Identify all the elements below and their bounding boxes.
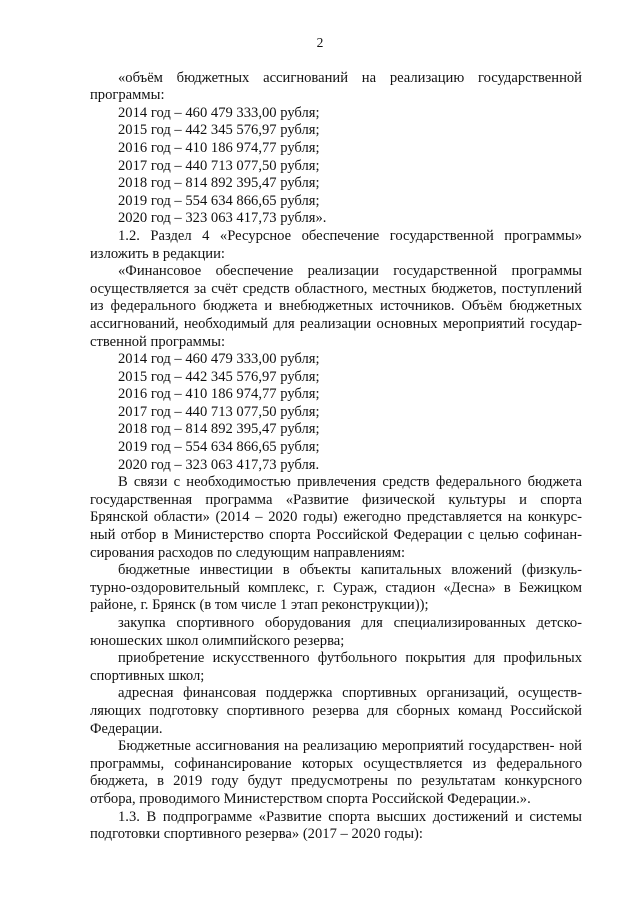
section-1-3-paragraph: 1.3. В подпрограмме «Развитие спорта высших достижений и системы подготовки спортивного резерва» (2017 – 2020 годы): [90,808,582,843]
budget-year-line: 2015 год – 442 345 576,97 рубля; [118,122,320,139]
financing-paragraph: «Финансовое обеспечение реализации государственной программы осуществляется за счёт средств областного, местных бюджетов, поступлений из федерального бюджета и внебюджетных источников. Объём бюджетных ассигнований, необходимый для реализации основных мероприятий государ- ственной программы: [90,263,582,350]
budget-year-line: 2014 год – 460 479 333,00 рубля; [118,104,320,121]
financing-year-line: 2017 год – 440 713 077,50 рубля; [118,403,320,420]
direction-item: приобретение искусственного футбольного покрытия для профильных спортивных школ; [90,650,582,684]
financing-year-line: 2016 год – 410 186 974,77 рубля; [118,386,320,403]
page-number: 2 [316,35,324,50]
budget-year-line: 2019 год – 554 634 866,65 рубля; [118,192,320,209]
financing-year-line: 2015 год – 442 345 576,97 рубля; [118,368,320,385]
budget-year-list [90,105,582,228]
budget-year-line: 2020 год – 323 063 417,73 рубля». [118,210,327,227]
budget-year-line: 2016 год – 410 186 974,77 рубля; [118,139,320,156]
direction-item: бюджетные инвестиции в объекты капитальных вложений (физкуль- турно-оздоровительный комплекс, г. Сураж, стадион «Десна» в Бежицком районе, г. Брянск (в том числе 1 этап реконструкции)); [90,562,582,614]
section-1-2-paragraph: 1.2. Раздел 4 «Ресурсное обеспечение государственной программы» изложить в редакции: [90,227,582,262]
budget-intro-paragraph: «объём бюджетных ассигнований на реализацию государственной программы: [90,69,582,104]
financing-year-list [90,351,582,474]
budget-allocation-paragraph: Бюджетные ассигнования на реализацию мероприятий государствен- ной программы, софинансирование которых осуществляется из федерального бюджета, в 2019 году будут предусмотрены по результатам конкурсного отбора, проводимого Министерством спорта Российской Федерации.». [90,738,582,807]
financing-year-line: 2018 год – 814 892 395,47 рубля; [118,421,320,438]
federal-budget-paragraph: В связи с необходимостью привлечения средств федерального бюджета государственная программа «Развитие физической культуры и спорта Брянской области» (2014 – 2020 годы) ежегодно представляется на конкурс- ный отбор в Министерство спорта Российской Федерации с целью софинан- сирования расходов по следующим направлениям: [90,474,582,561]
budget-year-line: 2018 год – 814 892 395,47 рубля; [118,175,320,192]
financing-year-line: 2020 год – 323 063 417,73 рубля. [118,456,320,473]
financing-year-line: 2019 год – 554 634 866,65 рубля; [118,439,320,456]
direction-item: закупка спортивного оборудования для специализированных детско- юношеских школ олимпийского резерва; [90,615,582,649]
budget-year-line: 2017 год – 440 713 077,50 рубля; [118,157,320,174]
direction-item: адресная финансовая поддержка спортивных организаций, осуществ- ляющих подготовку спортивного резерва для сборных команд Российской Федерации. [90,685,582,737]
financing-year-line: 2014 год – 460 479 333,00 рубля; [118,351,320,368]
